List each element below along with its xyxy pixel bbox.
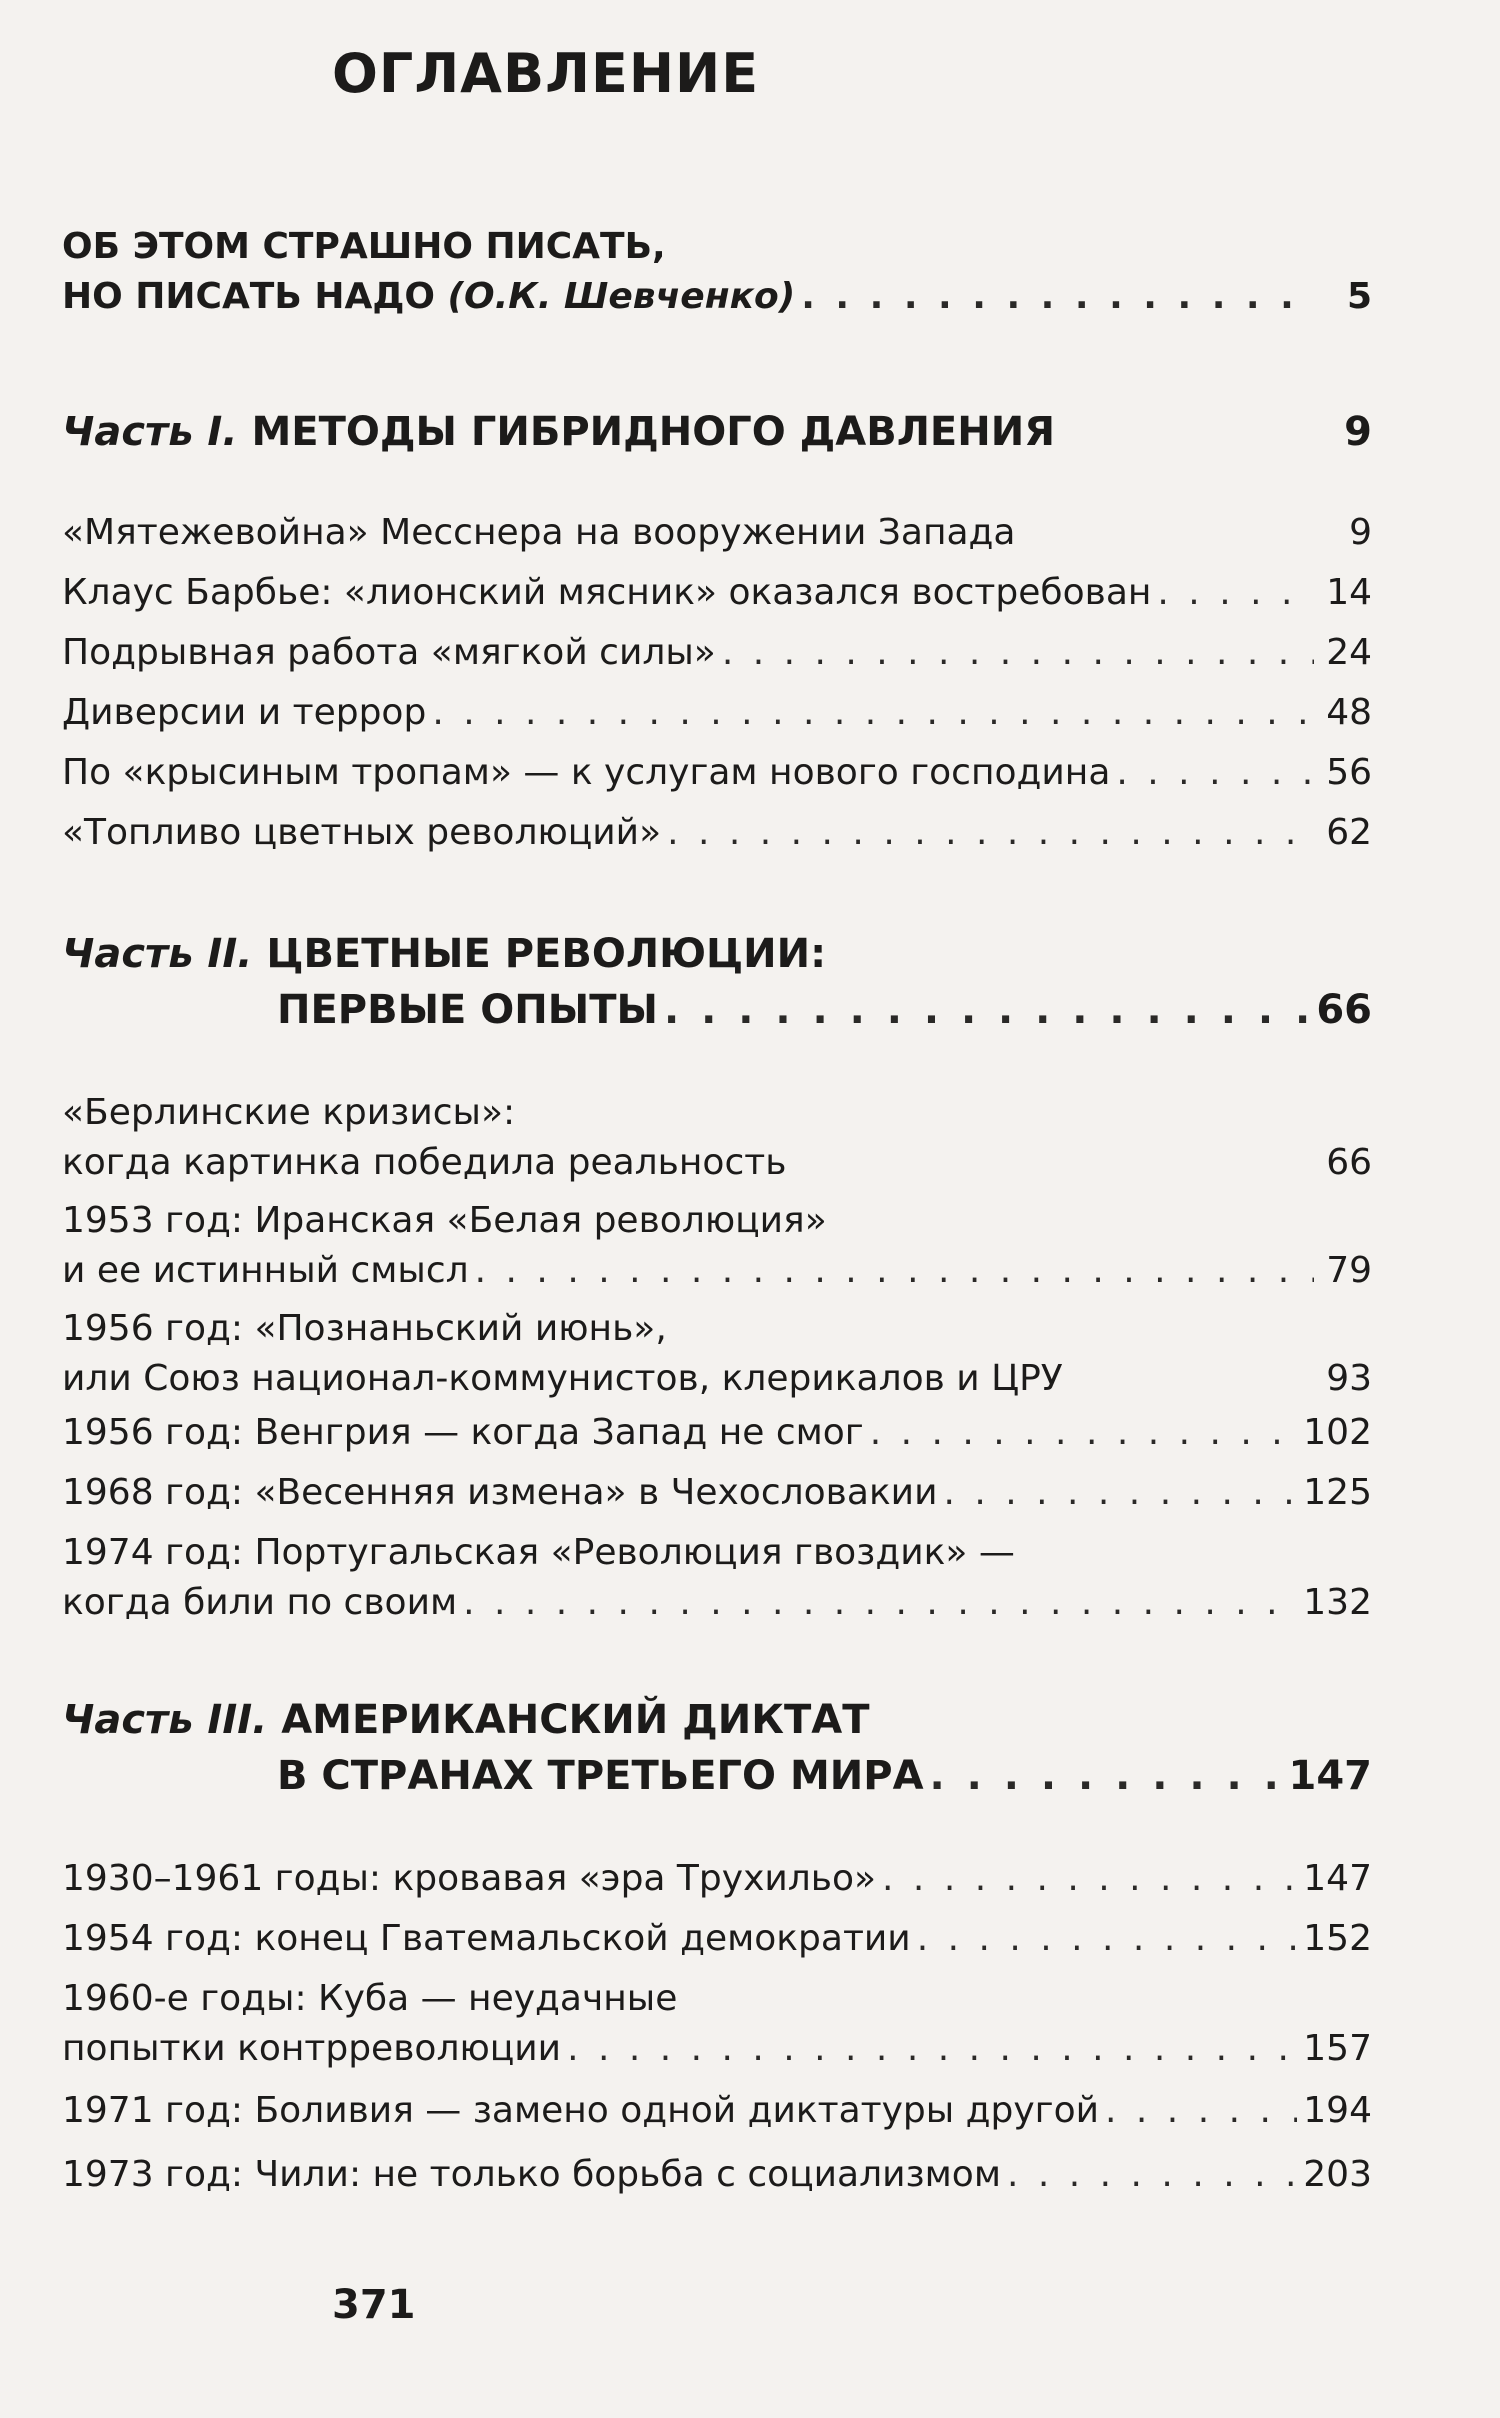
toc-entry[interactable] (62, 1304, 1372, 1404)
page-number: 371 (332, 2282, 416, 2328)
entry-text: Клаус Барбье: «лионский мясник» оказался востребован (62, 572, 1152, 613)
dot-leader (664, 982, 1310, 1038)
entry-text: 1956 год: Венгрия — когда Запад не смог (62, 1412, 864, 1453)
entry-page: 48 (1326, 692, 1372, 733)
entry-page: 194 (1303, 2090, 1372, 2131)
entry-text: когда картинка победила реальность (62, 1142, 787, 1183)
entry-text: «Берлинские кризисы»: (62, 1092, 516, 1133)
entry-text: Диверсии и террор (62, 692, 427, 733)
entry-text: 1960-е годы: Куба — неудачные (62, 1978, 678, 2019)
entry-page: 79 (1326, 1250, 1372, 1291)
dot-leader (667, 808, 1314, 858)
part-label: Часть II. (62, 931, 253, 977)
toc-entry[interactable] (62, 1528, 1372, 1628)
entry-text: ОБ ЭТОМ СТРАШНО ПИСАТЬ, (62, 226, 666, 267)
toc-page (62, 0, 1372, 2418)
entry-text: 1953 год: Иранская «Белая революция» (62, 1200, 827, 1241)
toc-entry[interactable] (62, 1468, 1372, 1518)
entry-text: 1973 год: Чили: не только борьба с социализмом (62, 2154, 1001, 2195)
dot-leader (567, 2024, 1297, 2074)
dot-leader (1116, 748, 1314, 798)
entry-text: попытки контрреволюции (62, 2028, 562, 2069)
dot-leader (722, 628, 1314, 678)
part-heading-1[interactable] (62, 404, 1372, 460)
entry-page: 14 (1326, 572, 1372, 613)
dot-leader (917, 1914, 1298, 1964)
entry-page: 132 (1303, 1582, 1372, 1623)
entry-page: 56 (1326, 752, 1372, 793)
entry-text: 1968 год: «Весенняя измена» в Чехословакии (62, 1472, 938, 1513)
toc-entry-intro[interactable] (62, 222, 1372, 322)
toc-entry[interactable] (62, 1088, 1372, 1188)
entry-author: (О.К. Шевченко) (447, 276, 796, 317)
entry-text: 1974 год: Португальская «Революция гвоздик» — (62, 1532, 1015, 1573)
part-page: 66 (1316, 987, 1372, 1033)
part-page: 9 (1344, 409, 1372, 455)
toc-entry[interactable] (62, 2150, 1372, 2200)
part-page: 147 (1288, 1753, 1372, 1799)
toc-entry[interactable] (62, 808, 1372, 858)
part-title: МЕТОДЫ ГИБРИДНОГО ДАВЛЕНИЯ (251, 409, 1056, 455)
entry-text: и ее истинный смысл (62, 1250, 469, 1291)
entry-text: 1956 год: «Познаньский июнь», (62, 1308, 667, 1349)
toc-entry[interactable] (62, 1408, 1372, 1458)
entry-page: 203 (1303, 2154, 1372, 2195)
entry-text: «Мятежевойна» Месснера на вооружении Запада (62, 512, 1016, 553)
entry-text: 1954 год: конец Гватемальской демократии (62, 1918, 911, 1959)
entry-text: Подрывная работа «мягкой силы» (62, 632, 716, 673)
entry-page: 66 (1326, 1142, 1372, 1183)
entry-page: 24 (1326, 632, 1372, 673)
dot-leader (463, 1578, 1297, 1628)
part-title: ПЕРВЫЕ ОПЫТЫ (277, 987, 658, 1033)
part-title: АМЕРИКАНСКИЙ ДИКТАТ (281, 1697, 870, 1743)
entry-page: 157 (1303, 2028, 1372, 2069)
entry-text: НО ПИСАТЬ НАДО (62, 276, 435, 317)
toc-entry[interactable] (62, 508, 1372, 558)
entry-text: 1930–1961 годы: кровавая «эра Трухильо» (62, 1858, 877, 1899)
part-title: ЦВЕТНЫЕ РЕВОЛЮЦИИ: (266, 931, 827, 977)
toc-entry[interactable] (62, 1914, 1372, 1964)
toc-entry[interactable] (62, 748, 1372, 798)
part-title: В СТРАНАХ ТРЕТЬЕГО МИРА (277, 1753, 924, 1799)
part-label: Часть I. (62, 409, 238, 455)
entry-page: 147 (1303, 1858, 1372, 1899)
entry-page: 93 (1326, 1358, 1372, 1399)
dot-leader (1105, 2086, 1297, 2136)
toc-entry[interactable] (62, 568, 1372, 618)
entry-page: 62 (1326, 812, 1372, 853)
part-label: Часть III. (62, 1697, 268, 1743)
toc-entry[interactable] (62, 1974, 1372, 2074)
entry-text: «Топливо цветных революций» (62, 812, 662, 853)
dot-leader (475, 1246, 1314, 1296)
toc-entry[interactable] (62, 1854, 1372, 1904)
toc-entry[interactable] (62, 1196, 1372, 1296)
entry-page: 125 (1303, 1472, 1372, 1513)
dot-leader (882, 1854, 1297, 1904)
entry-page: 102 (1303, 1412, 1372, 1453)
dot-leader (432, 688, 1314, 738)
entry-text: 1971 год: Боливия — замено одной диктатуры другой (62, 2090, 1100, 2131)
entry-page: 152 (1303, 1918, 1372, 1959)
dot-leader (930, 1748, 1283, 1804)
dot-leader (1007, 2150, 1297, 2200)
toc-entry[interactable] (62, 688, 1372, 738)
toc-entry[interactable] (62, 2086, 1372, 2136)
part-heading-2[interactable] (62, 926, 1372, 1038)
entry-text: или Союз национал-коммунистов, клерикалов и ЦРУ (62, 1358, 1063, 1399)
toc-entry[interactable] (62, 628, 1372, 678)
dot-leader (801, 272, 1314, 322)
dot-leader (943, 1468, 1297, 1518)
dot-leader (1157, 568, 1314, 618)
part-heading-3[interactable] (62, 1692, 1372, 1804)
entry-page: 5 (1346, 276, 1372, 317)
entry-text: когда били по своим (62, 1582, 458, 1623)
toc-title: ОГЛАВЛЕНИЕ (332, 42, 760, 105)
dot-leader (870, 1408, 1298, 1458)
entry-text: По «крысиным тропам» — к услугам нового господина (62, 752, 1111, 793)
entry-page: 9 (1349, 512, 1372, 553)
